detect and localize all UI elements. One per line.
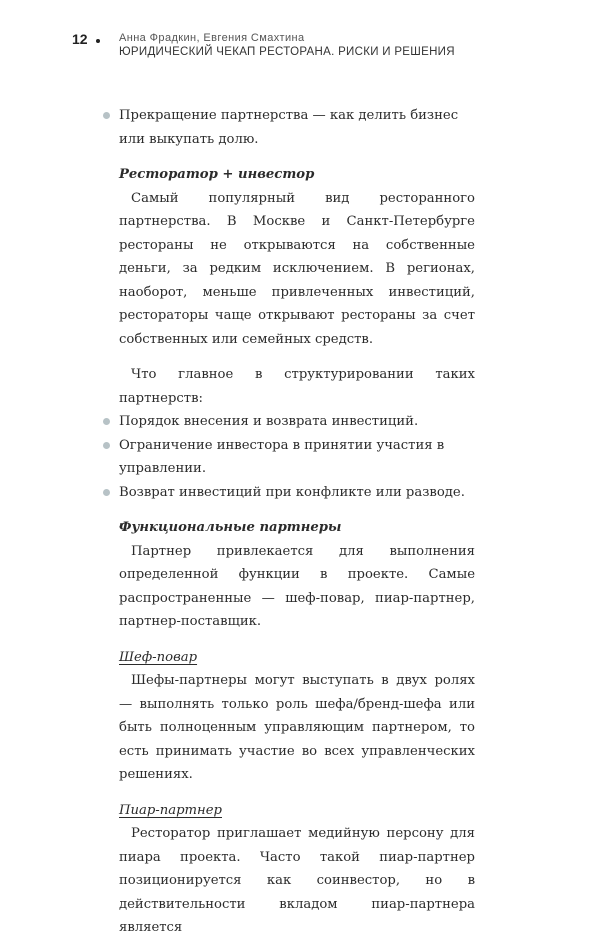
bullet-text: Прекращение партнерства — как делить бизнес или выкупать долю. [119,108,459,147]
list-item [119,434,475,481]
list-item [119,410,475,434]
bullet-icon [103,112,110,119]
bullet-icon [103,442,110,449]
section-heading-restaurateur-investor: Ресторатор + инвестор [119,167,315,182]
list-item [119,481,475,505]
header-separator-dot [96,39,100,43]
section-heading-functional-partners: Функциональные партнеры [119,520,342,535]
paragraph: Самый популярный вид ресторанного партнерства. В Москве и Санкт-Петербурге рестораны не открываются на собственные деньги, за редким исключением. В регионах, наоборот, меньше привлеченных инвестиций, рестораторы чаще открывают рестораны за счет собственных или семейных средств. [119,190,475,347]
intro-bullet-list [119,104,475,151]
subheading-pr-partner: Пиар-партнер [119,802,222,818]
page-number: 12 [72,31,88,47]
paragraph: Ресторатор приглашает медийную персону для пиара проекта. Часто такой пиар-партнер позиционируется как соинвестор, но в действительности вкладом пиар-партнера является [119,826,475,935]
bullet-icon [103,489,110,496]
bullet-text: Ограничение инвестора в принятии участия в управлении. [119,437,445,476]
subheading-chef: Шеф-повар [119,649,198,665]
page-body [119,104,475,940]
bullet-icon [103,418,110,425]
bullet-list [119,410,475,504]
paragraph: Шефы-партнеры могут выступать в двух ролях — выполнять только роль шефа/бренд-шефа или быть полноценным управляющим партнером, то есть принимать участие во всех управленческих решениях. [119,673,475,782]
header-authors: Анна Фрадкин, Евгения Смахтина [119,32,305,44]
bullet-text: Возврат инвестиций при конфликте или разводе. [119,484,465,500]
list-intro: Что главное в структурировании таких партнерств: [119,367,475,406]
paragraph: Партнер привлекается для выполнения определенной функции в проекте. Самые распространенные — шеф-повар, пиар-партнер, партнер-поставщик. [119,543,475,629]
header-book-title: ЮРИДИЧЕСКИЙ ЧЕКАП РЕСТОРАНА. РИСКИ И РЕШЕНИЯ [119,46,455,58]
bullet-text: Порядок внесения и возврата инвестиций. [119,414,419,429]
list-item [119,104,475,151]
